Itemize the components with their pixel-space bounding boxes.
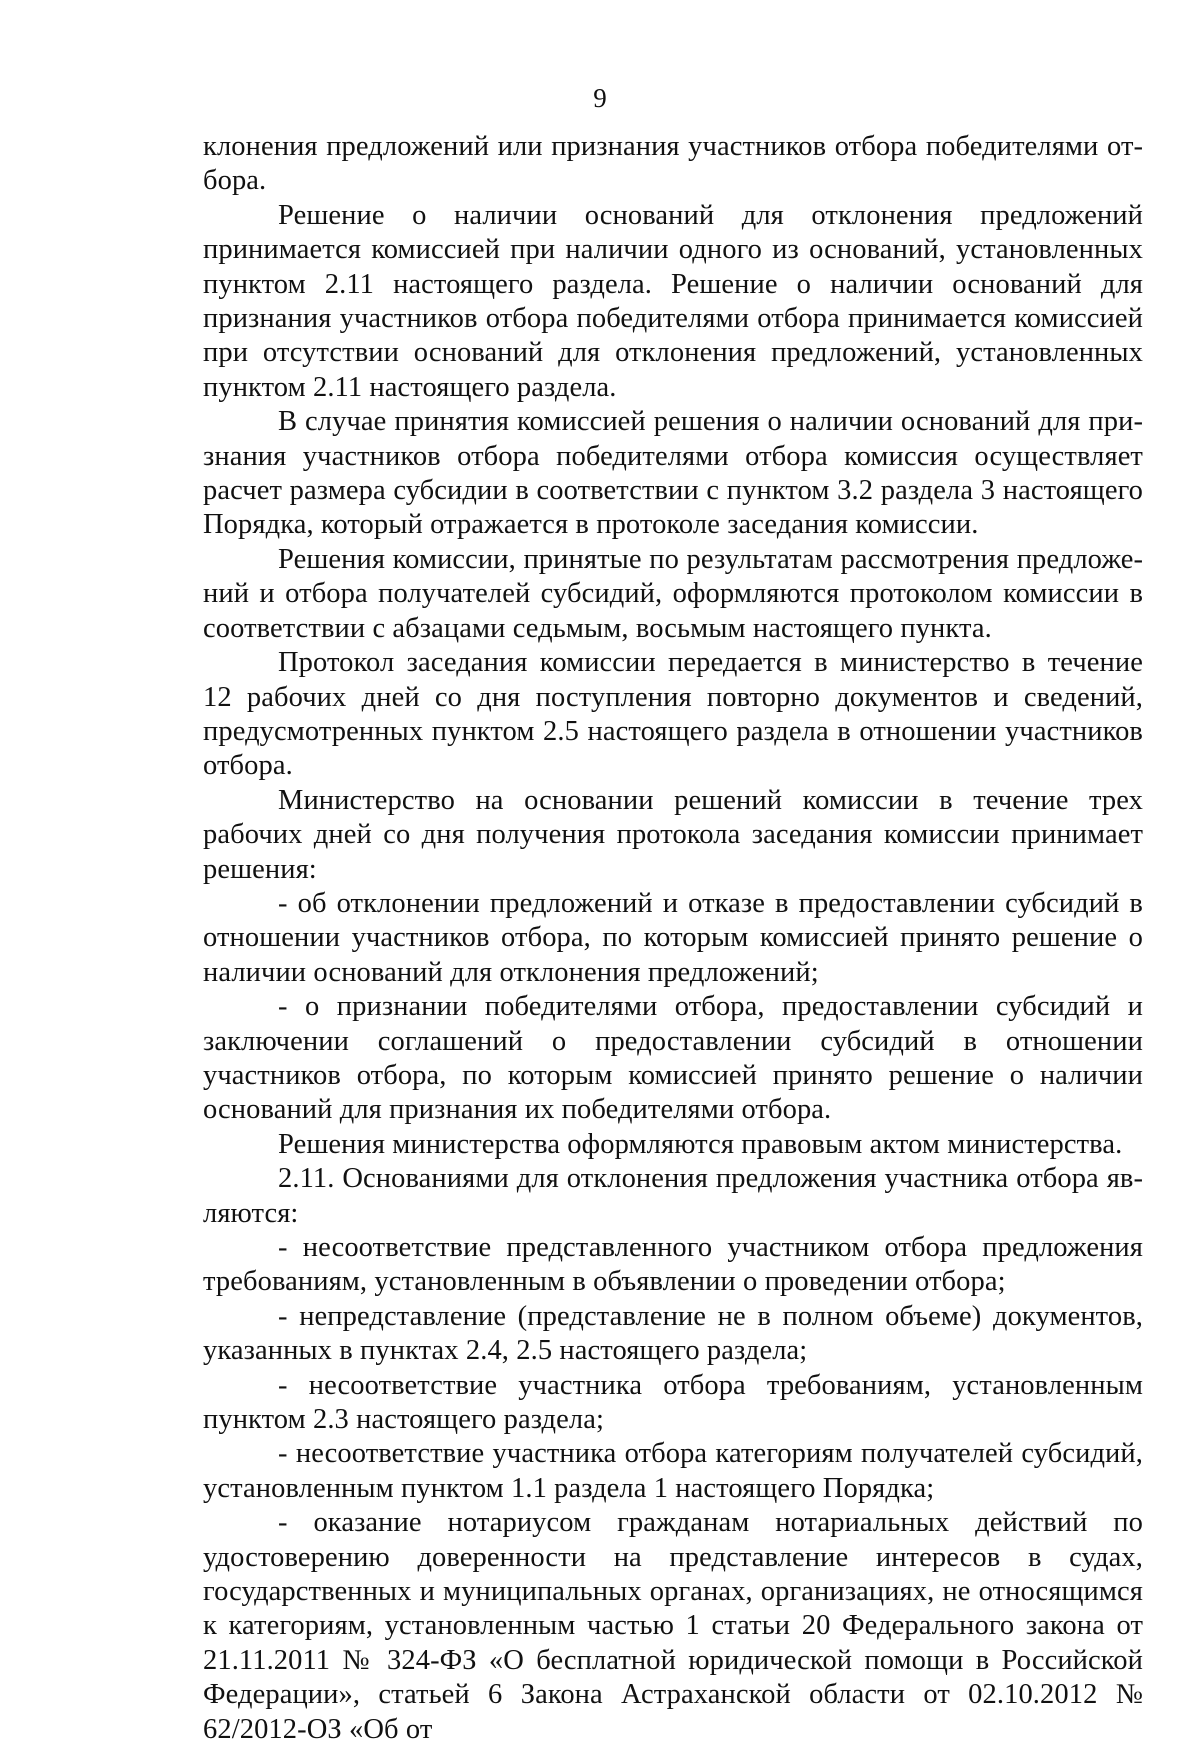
paragraph-3: В случае принятия комиссией решения о наличии оснований для признания участников отбора победителями отбора комиссия осуществляет расчет размера субсидии в соответствии с пунктом 3.2 раздела 3 настоящего Порядка, который отражается в протоколе заседания комиссии. [203,406,1143,541]
list-item-reject: - об отклонении предложений и отказе в предоставлении субсидий в отношении участников отбора, по которым комиссией принято решение о наличии оснований для отклонения предложений; [203,887,1143,988]
paragraph-2: Решение о наличии оснований для отклонения предложений принимается комиссией при наличии одного из оснований, установленных пунктом 2.11 настоящего раздела. Решение о наличии оснований для признания участников отбора победителями отбора принимается комиссией при отсутствии оснований для отклонения предложений, установленных пунктом 2.11 настоящего раздела. [203,199,1143,403]
list-item-ground-4: - несоответствие участника отбора категориям получателей субсидий, установленным пунктом 1.1 раздела 1 настоящего Порядка; [203,1438,1143,1504]
list-item-winners: - о признании победителями отбора, предоставлении субсидий и заключении соглашений о предоставлении субсидий в отношении участников отбора, по которым комиссией принято решение о наличии оснований для признания их победителями отбора. [203,991,1143,1126]
list-item-ground-1: - несоответствие представленного участником отбора предложения требованиям, установленным в объявлении о проведении отбора; [203,1232,1143,1298]
list-item-ground-3: - несоответствие участника отбора требованиям, установленным пунктом 2.3 настоящего раздела; [203,1369,1143,1436]
paragraph-5: Протокол заседания комиссии передается в министерство в течение 12 рабочих дней со дня поступления повторно документов и сведений, предусмотренных пунктом 2.5 настоящего раздела в отношении участников отбора. [203,647,1143,782]
section-2-11: 2.11. Основаниями для отклонения предложения участника отбора являются: [203,1163,1143,1229]
paragraph-6: Министерство на основании решений комиссии в течение трех рабочих дней со дня получения протокола заседания комиссии принимает решения: [203,784,1143,885]
list-item-ground-5: - оказание нотариусом гражданам нотариальных действий по удостоверению доверенности на представление интересов в судах, государственных и муниципальных органах, организациях, не относящимся к категориям, установленным частью 1 статьи 20 Федерального закона от 21.11.2011 № 324-ФЗ «О бесплатной юридической помощи в Российской Федерации», статьей 6 Закона Астраханской области от 02.10.2012 № 62/2012-ОЗ «Об от [203,1507,1143,1745]
list-item-ground-2: - непредставление (представление не в полном объеме) документов, указанных в пунктах 2.4, 2.5 настоящего раздела; [203,1300,1143,1367]
document-body [203,130,1143,1747]
paragraph-1: клонения предложений или признания участников отбора победителями отбора. [203,131,1143,197]
paragraph-4: Решения комиссии, принятые по результатам рассмотрения предложений и отбора получателей субсидий, оформляются протоколом комиссии в соответствии с абзацами седьмым, восьмым настоящего пункта. [203,543,1143,644]
page-number: 9 [593,83,607,113]
paragraph-7: Решения министерства оформляются правовым актом министерства. [278,1128,1123,1160]
